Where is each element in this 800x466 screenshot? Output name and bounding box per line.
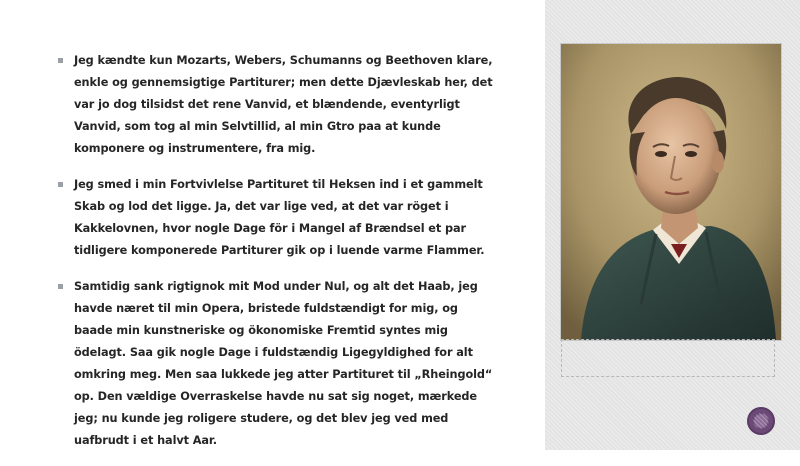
bullet-item bbox=[58, 50, 498, 160]
bullet-text: Samtidig sank rigtignok mit Mod under Nul, og alt det Haab, jeg havde næret til min Opera, bristede fuldstændigt for mig, og baade min kunstneriske og ökonomiske Fremtid syntes mig ödelagt. Saa gik nogle Dage i fuldstændig Ligegyldighed for alt omkring meg. Men saa lukkede jeg atter Partituret til „Rheingold“ op. Den vældige Overraskelse havde nu sat sig noget, mærkede jeg; nu kunde jeg roligere studere, og det blev jeg ved med uafbrudt i et halvt Aar. bbox=[74, 280, 493, 447]
portrait-illustration bbox=[561, 44, 781, 340]
portrait-image bbox=[560, 43, 782, 341]
square-bullet-icon bbox=[58, 58, 63, 63]
bullet-text: Jeg smed i min Fortvivlelse Partituret til Heksen ind i et gammelt Skab og lod det ligge. Ja, det var lige ved, at det var röget i Kakkelovnen, hvor nogle Dage för i Mangel af Brændsel et par tidligere komponerede Partiturer gik op i luende varme Flammer. bbox=[74, 178, 485, 257]
bullet-list bbox=[58, 50, 498, 466]
caption-placeholder bbox=[561, 339, 775, 377]
square-bullet-icon bbox=[58, 284, 63, 289]
square-bullet-icon bbox=[58, 182, 63, 187]
bullet-text: Jeg kændte kun Mozarts, Webers, Schumanns og Beethoven klare, enkle og gennemsigtige Partiturer; men dette Djævleskab her, det var jo dog tilsidst det rene Vanvid, et blændende, eventyrligt Vanvid, som tog al min Selvtillid, al min Gtro paa at kunde komponere og instrumentere, fra mig. bbox=[74, 54, 493, 155]
bullet-item bbox=[58, 174, 498, 262]
slide-nav-circle-icon[interactable] bbox=[747, 407, 775, 435]
bullet-item bbox=[58, 276, 498, 452]
